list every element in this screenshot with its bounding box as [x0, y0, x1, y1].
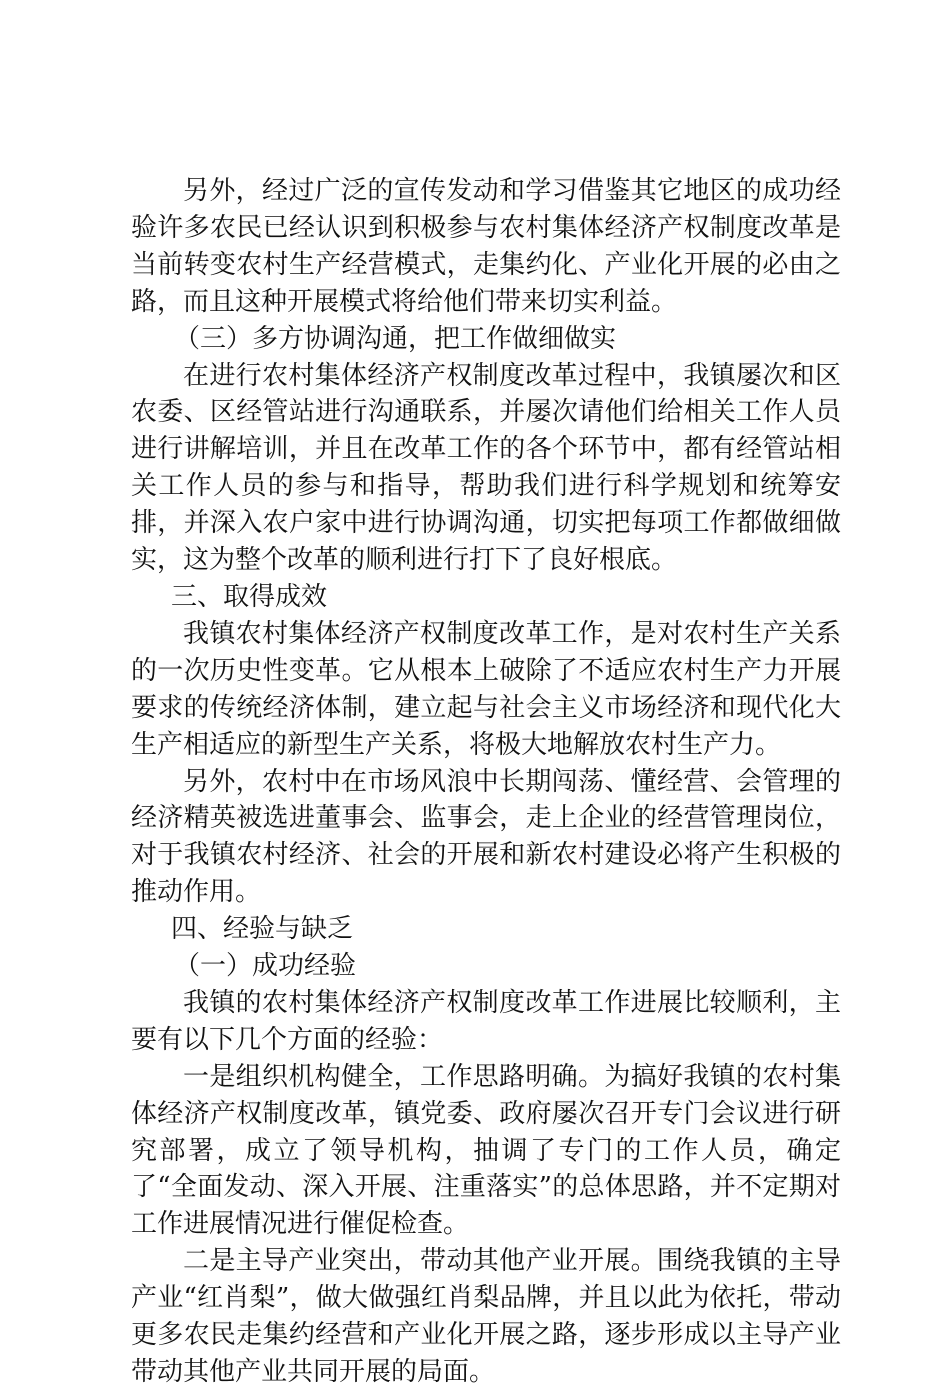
subheading-coordination: （三）多方协调沟通，把工作做细做实 — [174, 323, 617, 354]
paragraph-historic-reform: 我镇农村集体经济产权制度改革工作，是对农村生产关系的一次历史性变革。它从根本上破除了不适应农村生产力开展要求的传统经济体制，建立起与社会主义市场经济和现代化大生产相适应的新型生产关系，将极大地解放农村生产力。 — [131, 618, 841, 760]
subheading-success: （一）成功经验 — [174, 951, 357, 982]
paragraph-organization: 一是组织机构健全，工作思路明确。为搞好我镇的农村集体经济产权制度改革，镇党委、政府屡次召开专门会议进行研究部署，成立了领导机构，抽调了专门的工作人员，确定了“全面发动、深入开展、注重落实”的总体思路，并不定期对工作进展情况进行催促检查。 — [131, 1061, 841, 1240]
paragraph-economic-elites: 另外，农村中在市场风浪中长期闯荡、懂经营、会管理的经济精英被选进董事会、监事会，走上企业的经营管理岗位，对于我镇农村经济、社会的开展和新农村建设必将产生积极的推动作用。 — [131, 766, 841, 908]
paragraph-leading-industry: 二是主导产业突出，带动其他产业开展。围绕我镇的主导产业“红肖梨”，做大做强红肖梨品牌，并且以此为依托，带动更多农民走集约经营和产业化开展之路，逐步形成以主导产业带动其他产业共同开展的局面。 — [131, 1246, 841, 1387]
heading-experience: 四、经验与缺乏 — [171, 914, 354, 945]
paragraph-publicity-effect: 另外，经过广泛的宣传发动和学习借鉴其它地区的成功经验许多农民已经认识到积极参与农村集体经济产权制度改革是当前转变农村生产经营模式，走集约化、产业化开展的必由之路，而且这种开展模式将给他们带来切实利益。 — [131, 176, 841, 317]
paragraph-coordination: 在进行农村集体经济产权制度改革过程中，我镇屡次和区农委、区经管站进行沟通联系，并屡次请他们给相关工作人员进行讲解培训，并且在改革工作的各个环节中，都有经管站相关工作人员的参与和指导，帮助我们进行科学规划和统筹安排，并深入农户家中进行协调沟通，切实把每项工作都做细做实，这为整个改革的顺利进行打下了良好根底。 — [131, 360, 841, 576]
heading-results: 三、取得成效 — [171, 581, 328, 612]
document-body — [131, 173, 841, 1391]
paragraph-experience-intro: 我镇的农村集体经济产权制度改革工作进展比较顺利，主要有以下几个方面的经验： — [131, 987, 841, 1055]
